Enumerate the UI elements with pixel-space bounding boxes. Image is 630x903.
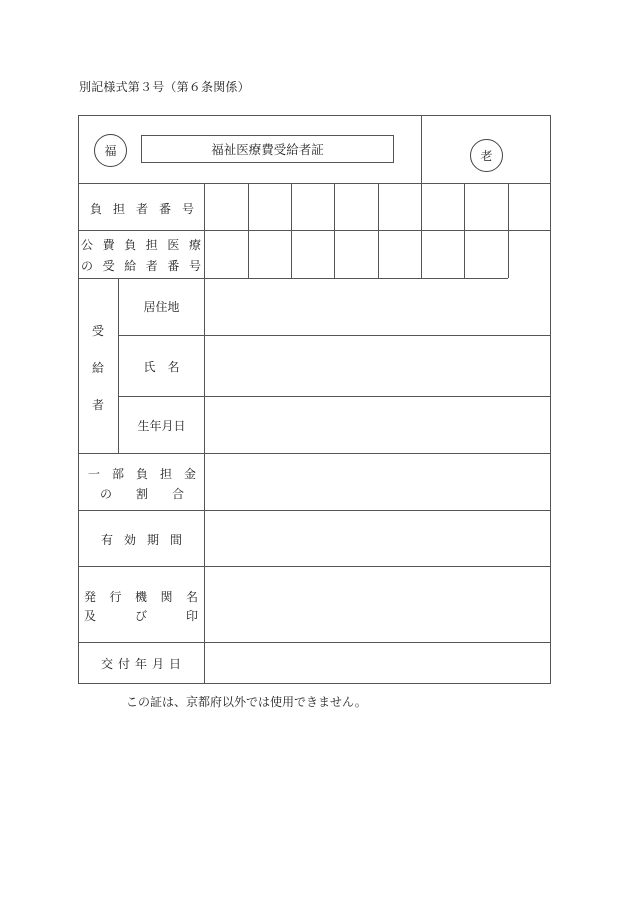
payer-number-digit-6[interactable] <box>422 184 464 230</box>
copay-ratio-label-line2: の 割 合 <box>100 487 184 501</box>
issue-date-label: 交 付 年 月 日 <box>101 657 181 671</box>
issue-date-field[interactable] <box>205 643 551 684</box>
rou-seal-icon: 老 <box>470 139 503 172</box>
issuer-label-line1: 発 行 機 関 名 <box>84 590 198 604</box>
payer-number-digit-2[interactable] <box>249 184 291 230</box>
recipient-number-digit-1[interactable] <box>205 231 248 278</box>
recipient-number-label-line2: の 受 給 者 番 号 <box>81 259 201 273</box>
copay-ratio-field[interactable] <box>205 454 551 510</box>
issuer-label-line2: 及 び 印 <box>84 609 198 623</box>
copay-ratio-label-line1: 一 部 負 担 金 <box>88 467 196 481</box>
payer-number-label: 負 担 者 番 号 <box>90 202 194 216</box>
payer-number-digit-1[interactable] <box>205 184 248 230</box>
recipient-group-label: 受 給 者 <box>91 324 104 412</box>
birthdate-field[interactable] <box>205 397 551 453</box>
usage-note: この証は、京都府以外では使用できません。 <box>126 695 367 709</box>
recipient-number-digit-6[interactable] <box>422 231 464 278</box>
birthdate-label: 生年月日 <box>137 418 186 433</box>
validity-period-field[interactable] <box>205 511 551 566</box>
recipient-number-digit-7[interactable] <box>465 231 508 278</box>
recipient-number-digit-3[interactable] <box>292 231 334 278</box>
form-header: 別記様式第３号（第６条関係） <box>79 80 250 94</box>
address-field[interactable] <box>205 279 551 335</box>
payer-number-digit-8[interactable] <box>509 184 551 230</box>
recipient-number-label-line1: 公 費 負 担 医 療 <box>81 238 201 252</box>
fuku-seal-icon: 福 <box>94 134 127 167</box>
payer-number-digit-4[interactable] <box>335 184 378 230</box>
card-title: 福祉医療費受給者証 <box>141 135 394 163</box>
address-label: 居住地 <box>143 300 180 314</box>
issuer-field[interactable] <box>205 567 551 642</box>
payer-number-digit-5[interactable] <box>379 184 421 230</box>
recipient-number-digit-5[interactable] <box>379 231 421 278</box>
validity-period-label: 有 効 期 間 <box>101 533 182 547</box>
recipient-number-digit-4[interactable] <box>335 231 378 278</box>
payer-number-digit-3[interactable] <box>292 184 334 230</box>
payer-number-digit-7[interactable] <box>465 184 508 230</box>
recipient-number-digit-2[interactable] <box>249 231 291 278</box>
name-label: 氏 名 <box>143 359 180 374</box>
name-field[interactable] <box>205 336 551 396</box>
